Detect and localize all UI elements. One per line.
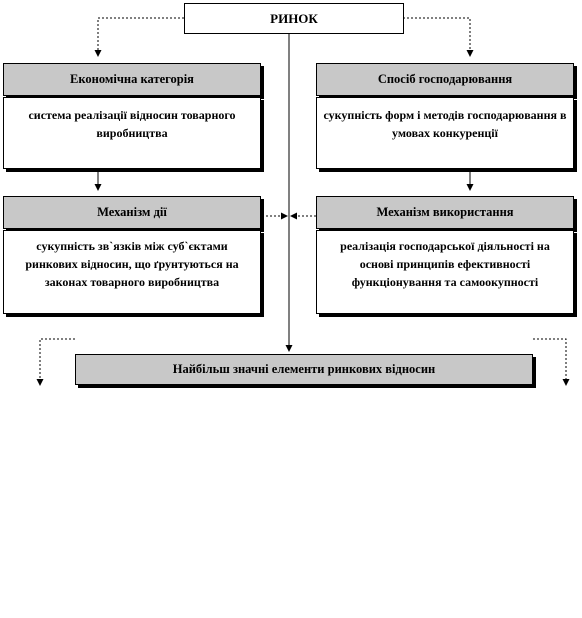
category-title: Економічна категорія (70, 72, 194, 86)
category-text: система реалізації відносин товарного виробництва (28, 108, 236, 140)
mechanism-title: Механізм дії (97, 205, 167, 219)
category-description-box (3, 97, 261, 169)
method-header (316, 63, 574, 96)
method-title: Спосіб господарювання (377, 72, 513, 86)
mechanism-description-box (3, 230, 261, 314)
usage-mechanism-description-box (316, 230, 574, 314)
elements-title: Найбільш значні елементи ринкових відносин (172, 362, 436, 376)
usage-mechanism-text: реалізація господарської діяльності на основі принципів ефективності функціонування та самоокупності (340, 239, 550, 289)
element-arrow-1 (40, 339, 75, 385)
mechanism-text: сукупність зв`язків між суб`єктами ринкових відносин, що ґрунтуються на законах товарного виробництва (25, 239, 239, 289)
category-header (3, 63, 261, 96)
root-to-category-arrow (98, 18, 184, 56)
element-arrow-8 (533, 339, 566, 385)
usage-mechanism-title: Механізм використання (376, 205, 514, 219)
mechanism-header (3, 196, 261, 229)
root-box (184, 3, 404, 34)
elements-header (75, 354, 533, 385)
method-description-box (316, 97, 574, 169)
method-text: сукупність форм і методів господарювання в умовах конкуренції (323, 108, 567, 140)
usage-mechanism-header (316, 196, 574, 229)
root-title: РИНОК (270, 10, 318, 26)
root-to-method-arrow (403, 18, 470, 56)
